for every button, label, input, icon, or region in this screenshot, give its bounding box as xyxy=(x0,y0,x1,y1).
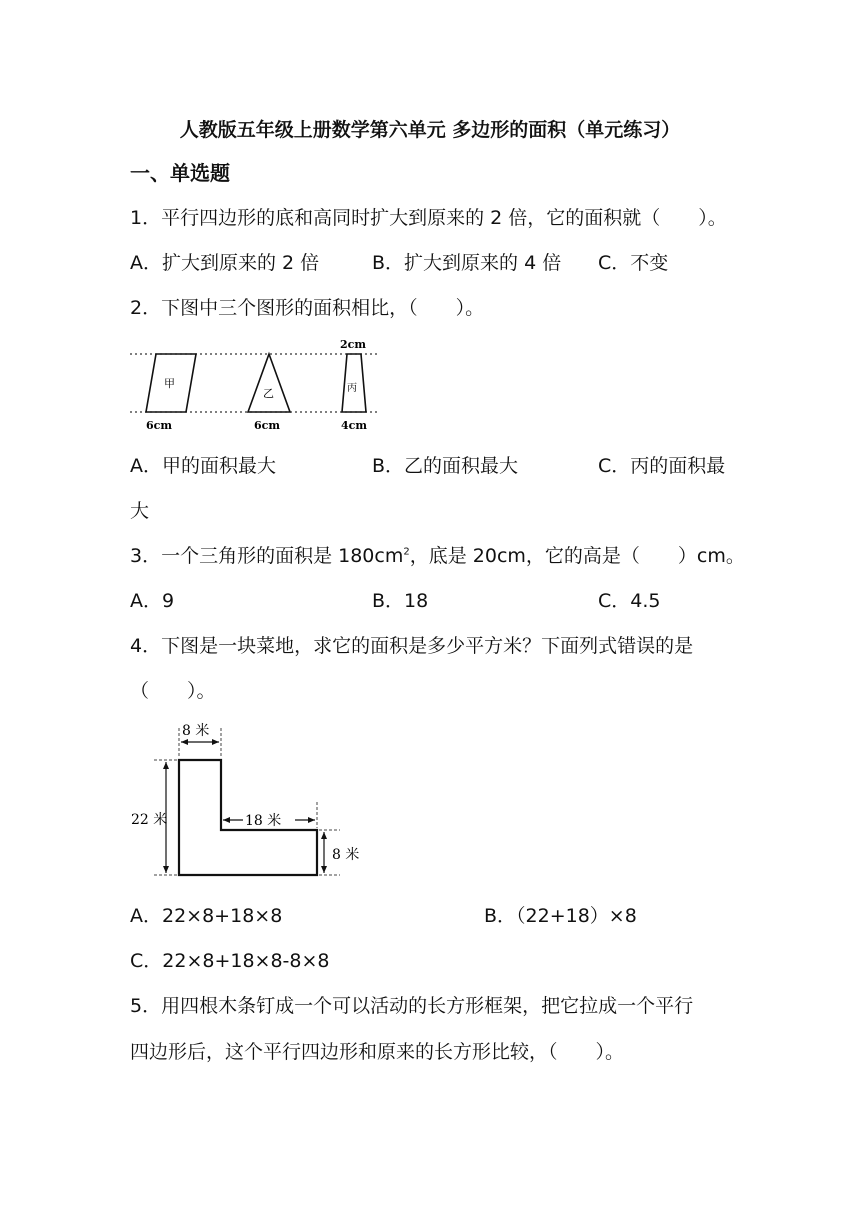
question-2-stem: 2．下图中三个图形的面积相比，（ ）。 xyxy=(130,297,485,319)
question-2-option-a: A．甲的面积最大 xyxy=(130,455,276,477)
label-base-jia: 6cm xyxy=(146,419,172,432)
page-title: 人教版五年级上册数学第六单元 多边形的面积（单元练习） xyxy=(179,119,681,141)
question-2-figure xyxy=(130,335,390,435)
question-5-stem-line1: 5．用四根木条钉成一个可以活动的长方形框架，把它拉成一个平行 xyxy=(130,995,694,1017)
label-right-height: 8 米 xyxy=(332,847,360,863)
question-1-option-c: C．不变 xyxy=(598,252,669,274)
question-1-stem: 1．平行四边形的底和高同时扩大到原来的 2 倍，它的面积就（ ）。 xyxy=(130,207,727,229)
label-left-height: 22 米 xyxy=(131,812,168,828)
question-3-stem: 3．一个三角形的面积是 $180cm^2$，底是 20cm，它的高是（ ）cm。 xyxy=(130,545,745,567)
label-top-width: 8 米 xyxy=(182,723,210,739)
question-5-stem-line2: 四边形后，这个平行四边形和原来的长方形比较，（ ）。 xyxy=(130,1041,625,1063)
question-1-option-a: A．扩大到原来的 2 倍 xyxy=(130,252,320,274)
question-4-figure xyxy=(128,716,373,886)
label-jia: 甲 xyxy=(164,377,175,390)
question-3-option-a: A．9 xyxy=(130,590,175,612)
label-bing: 丙 xyxy=(347,383,357,394)
question-4-option-c: C．22×8+18×8-8×8 xyxy=(130,950,330,972)
label-base-bing: 4cm xyxy=(341,419,367,432)
question-4-option-b: B．（22+18）×8 xyxy=(484,905,637,927)
question-2-option-b: B．乙的面积最大 xyxy=(372,455,519,477)
label-base-yi: 6cm xyxy=(254,419,280,432)
question-4-option-a: A．22×8+18×8 xyxy=(130,905,283,927)
question-4-stem: 4．下图是一块菜地，求它的面积是多少平方米？下面列式错误的是 xyxy=(130,635,694,657)
label-top-2cm: 2cm xyxy=(340,338,366,351)
question-4-stem-wrap: （ ）。 xyxy=(130,680,216,702)
label-inner-width: 18 米 xyxy=(245,813,282,829)
label-yi: 乙 xyxy=(263,387,274,400)
shape-yi-triangle xyxy=(248,354,290,412)
section-heading: 一、单选题 xyxy=(130,161,230,185)
question-2-option-c: C．丙的面积最 xyxy=(598,455,726,477)
question-3-option-c: C．4.5 xyxy=(598,590,661,612)
question-2-option-c-wrap: 大 xyxy=(130,500,150,522)
question-1-option-b: B．扩大到原来的 4 倍 xyxy=(372,252,562,274)
question-3-option-b: B．18 xyxy=(372,590,429,612)
